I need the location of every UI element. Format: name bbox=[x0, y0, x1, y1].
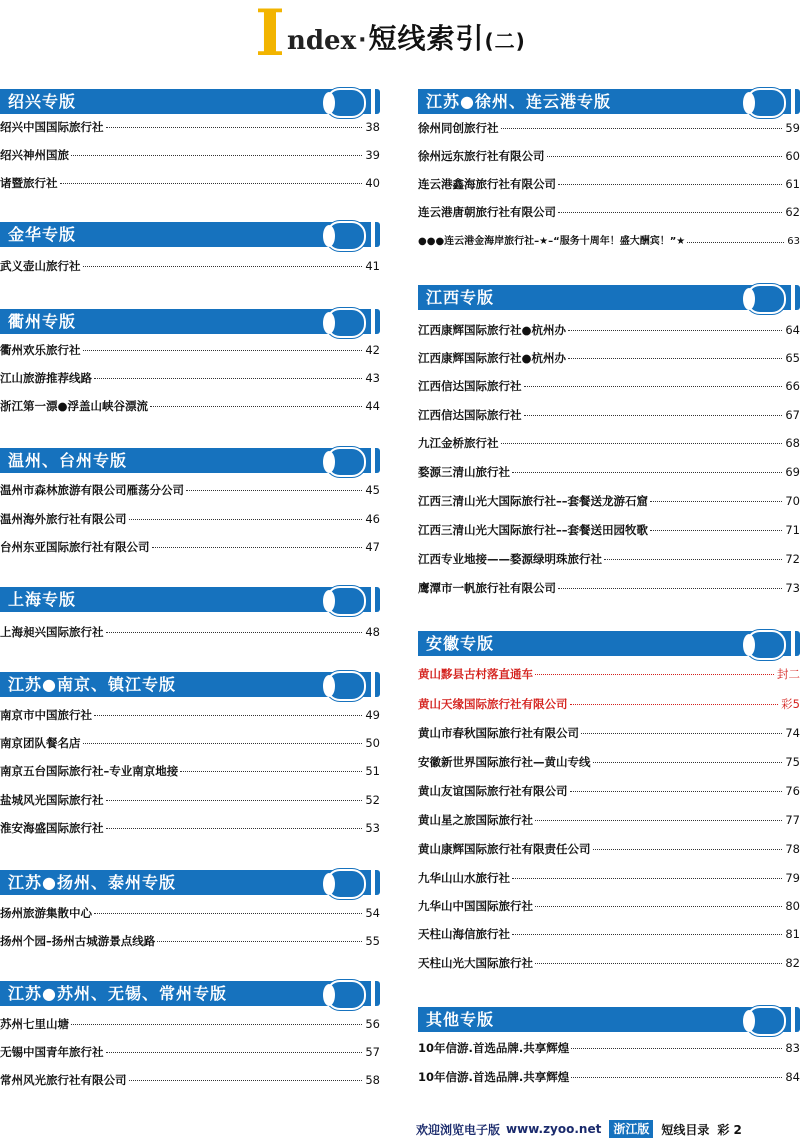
entry-name: 扬州旅游集散中心 bbox=[0, 906, 92, 920]
entry-name: 10年信游.首选品牌.共享辉煌 bbox=[418, 1041, 570, 1055]
dot-leader bbox=[512, 870, 782, 879]
index-entry[interactable] bbox=[418, 696, 800, 712]
dot-leader bbox=[524, 407, 783, 416]
entry-name: 九华山中国国际旅行社 bbox=[418, 899, 533, 913]
dot-leader bbox=[106, 624, 363, 633]
bar-gap bbox=[791, 89, 795, 114]
entry-page: 66 bbox=[785, 379, 800, 393]
index-entry[interactable] bbox=[418, 812, 800, 828]
dot-leader bbox=[547, 148, 783, 157]
circle-badge-icon bbox=[326, 88, 366, 118]
entry-page: 43 bbox=[365, 371, 380, 385]
section-title: 江西专版 bbox=[426, 288, 495, 307]
index-entry[interactable] bbox=[418, 234, 800, 250]
dot-leader bbox=[186, 482, 362, 491]
entry-name: 天柱山海信旅行社 bbox=[418, 927, 510, 941]
entry-page: 49 bbox=[365, 708, 380, 722]
entry-name: 南京市中国旅行社 bbox=[0, 708, 92, 722]
index-entry[interactable] bbox=[418, 522, 800, 538]
section-header bbox=[0, 870, 380, 895]
dot-leader bbox=[501, 435, 783, 444]
section-header bbox=[418, 89, 800, 114]
section-header bbox=[418, 631, 800, 656]
index-entry[interactable] bbox=[418, 1040, 800, 1056]
section-title: 衢州专版 bbox=[8, 312, 77, 331]
entry-name: 江西信达国际旅行社 bbox=[418, 408, 522, 422]
index-entry[interactable] bbox=[0, 707, 380, 723]
entry-name: ●●●连云港金海岸旅行社–★–“服务十周年！盛大酬宾！”★ bbox=[418, 236, 686, 247]
title-initial: I bbox=[255, 0, 285, 71]
entry-name: 10年信游.首选品牌.共享辉煌 bbox=[418, 1070, 570, 1084]
index-entry[interactable] bbox=[418, 378, 800, 394]
section-header bbox=[418, 1007, 800, 1032]
dot-leader bbox=[581, 725, 782, 734]
entry-name: 盐城风光国际旅行社 bbox=[0, 793, 104, 807]
entry-page: 44 bbox=[365, 399, 380, 413]
entry-page: 52 bbox=[365, 793, 380, 807]
entry-page: 68 bbox=[785, 436, 800, 450]
dot-leader bbox=[129, 1072, 363, 1081]
dot-leader bbox=[650, 493, 782, 502]
entry-page: 79 bbox=[785, 871, 800, 885]
index-entry[interactable] bbox=[0, 933, 380, 949]
index-title bbox=[255, 0, 526, 71]
index-entry[interactable] bbox=[418, 870, 800, 886]
entry-name: 江西三清山光大国际旅行社––套餐送龙游石窟 bbox=[418, 494, 648, 508]
entry-name: 黄山天缘国际旅行社有限公司 bbox=[418, 697, 568, 711]
entry-page: 82 bbox=[785, 956, 800, 970]
entry-name: 温州市森林旅游有限公司雁荡分公司 bbox=[0, 483, 184, 497]
entry-name: 鹰潭市一帆旅行社有限公司 bbox=[418, 581, 556, 595]
index-entry[interactable] bbox=[418, 783, 800, 799]
entry-page: 76 bbox=[785, 784, 800, 798]
bar-gap bbox=[791, 1007, 795, 1032]
section-header bbox=[0, 672, 380, 697]
entry-name: 南京团队餐名店 bbox=[0, 736, 81, 750]
dot-leader bbox=[60, 175, 363, 184]
entry-page: 彩5 bbox=[781, 697, 800, 711]
entry-name: 扬州个园–扬州古城游景点线路 bbox=[0, 934, 156, 948]
section-header bbox=[0, 89, 380, 114]
section-header bbox=[418, 285, 800, 310]
index-entry[interactable] bbox=[0, 1016, 380, 1032]
index-entry[interactable] bbox=[418, 841, 800, 857]
index-entry[interactable] bbox=[418, 176, 800, 192]
section-title: 安徽专版 bbox=[426, 634, 495, 653]
dot-leader bbox=[535, 955, 782, 964]
dot-leader bbox=[593, 841, 783, 850]
entry-name: 黄山市春秋国际旅行社有限公司 bbox=[418, 726, 579, 740]
index-entry[interactable] bbox=[418, 955, 800, 971]
dot-leader bbox=[94, 707, 362, 716]
index-entry[interactable] bbox=[418, 204, 800, 220]
dot-leader bbox=[535, 898, 782, 907]
dot-leader bbox=[570, 696, 779, 705]
entry-page: 84 bbox=[785, 1070, 800, 1084]
entry-page: 封二 bbox=[777, 667, 800, 681]
index-entry[interactable] bbox=[0, 175, 380, 191]
entry-name: 江西信达国际旅行社 bbox=[418, 379, 522, 393]
circle-badge-icon bbox=[746, 88, 786, 118]
entry-page: 48 bbox=[365, 625, 380, 639]
entry-page: 72 bbox=[785, 552, 800, 566]
entry-page: 75 bbox=[785, 755, 800, 769]
entry-page: 55 bbox=[365, 934, 380, 948]
dot-leader bbox=[106, 119, 363, 128]
circle-badge-icon bbox=[746, 1006, 786, 1036]
bar-gap bbox=[371, 448, 375, 473]
bar-gap bbox=[371, 222, 375, 247]
section-title: 绍兴专版 bbox=[8, 92, 77, 111]
dot-leader bbox=[604, 551, 782, 560]
entry-page: 70 bbox=[785, 494, 800, 508]
entry-name: 连云港唐朝旅行社有限公司 bbox=[418, 205, 556, 219]
index-entry[interactable] bbox=[418, 725, 800, 741]
entry-name: 诸暨旅行社 bbox=[0, 176, 58, 190]
entry-name: 徐州远东旅行社有限公司 bbox=[418, 149, 545, 163]
dot-leader bbox=[106, 1044, 363, 1053]
entry-name: 黄山友谊国际旅行社有限公司 bbox=[418, 784, 568, 798]
section-title: 其他专版 bbox=[426, 1010, 495, 1029]
index-entry[interactable] bbox=[418, 407, 800, 423]
index-entry[interactable] bbox=[0, 511, 380, 527]
entry-name: 九江金桥旅行社 bbox=[418, 436, 499, 450]
index-entry[interactable] bbox=[418, 350, 800, 366]
circle-badge-icon bbox=[326, 586, 366, 616]
index-entry[interactable] bbox=[0, 624, 380, 640]
dot-leader bbox=[512, 464, 782, 473]
index-entry[interactable] bbox=[0, 539, 380, 555]
index-entry[interactable] bbox=[0, 1072, 380, 1088]
entry-name: 武义壶山旅行社 bbox=[0, 259, 81, 273]
entry-name: 连云港鑫海旅行社有限公司 bbox=[418, 177, 556, 191]
dot-leader bbox=[570, 783, 783, 792]
dot-leader bbox=[94, 905, 362, 914]
index-entry[interactable] bbox=[418, 926, 800, 942]
section-title: 江苏●徐州、连云港专版 bbox=[426, 92, 611, 111]
entry-page: 54 bbox=[365, 906, 380, 920]
entry-page: 39 bbox=[365, 148, 380, 162]
circle-badge-icon bbox=[746, 284, 786, 314]
footer-section: 短线目录 bbox=[661, 1122, 710, 1137]
entry-page: 51 bbox=[365, 764, 380, 778]
section-title: 江苏●苏州、无锡、常州专版 bbox=[8, 984, 227, 1003]
dot-leader bbox=[687, 234, 784, 243]
bar-gap bbox=[791, 631, 795, 656]
entry-name: 浙江第一漂●浮盖山峡谷漂流 bbox=[0, 399, 149, 413]
title-cn: 短线索引(二) bbox=[368, 22, 526, 55]
entry-name: 台州东亚国际旅行社有限公司 bbox=[0, 540, 150, 554]
index-entry[interactable] bbox=[418, 551, 800, 567]
dot-leader bbox=[535, 666, 774, 675]
entry-page: 60 bbox=[785, 149, 800, 163]
entry-page: 50 bbox=[365, 736, 380, 750]
index-entry[interactable] bbox=[418, 493, 800, 509]
dot-leader bbox=[83, 735, 363, 744]
entry-page: 80 bbox=[785, 899, 800, 913]
index-entry[interactable] bbox=[0, 398, 380, 414]
entry-page: 61 bbox=[785, 177, 800, 191]
dot-leader bbox=[129, 511, 363, 520]
section-title: 上海专版 bbox=[8, 590, 77, 609]
entry-page: 77 bbox=[785, 813, 800, 827]
entry-page: 67 bbox=[785, 408, 800, 422]
entry-page: 41 bbox=[365, 259, 380, 273]
circle-badge-icon bbox=[326, 980, 366, 1010]
footer bbox=[416, 1119, 800, 1139]
index-entry[interactable] bbox=[418, 580, 800, 596]
index-entry[interactable] bbox=[0, 1044, 380, 1060]
index-entry[interactable] bbox=[0, 482, 380, 498]
entry-page: 73 bbox=[785, 581, 800, 595]
index-entry[interactable] bbox=[0, 763, 380, 779]
index-entry[interactable] bbox=[418, 666, 800, 682]
index-entry[interactable] bbox=[418, 754, 800, 770]
dot-leader bbox=[106, 792, 363, 801]
index-entry[interactable] bbox=[0, 735, 380, 751]
dot-leader bbox=[524, 378, 783, 387]
section-header bbox=[0, 587, 380, 612]
entry-name: 无锡中国青年旅行社 bbox=[0, 1045, 104, 1059]
dot-leader bbox=[501, 120, 783, 129]
index-entry[interactable] bbox=[418, 148, 800, 164]
dot-leader bbox=[571, 1069, 782, 1078]
entry-page: 57 bbox=[365, 1045, 380, 1059]
entry-name: 江西康辉国际旅行社●杭州办 bbox=[418, 323, 567, 337]
entry-name: 江西三清山光大国际旅行社––套餐送田园牧歌 bbox=[418, 523, 648, 537]
entry-name: 九华山山水旅行社 bbox=[418, 871, 510, 885]
bar-gap bbox=[371, 587, 375, 612]
section-header bbox=[0, 448, 380, 473]
entry-page: 58 bbox=[365, 1073, 380, 1087]
index-entry[interactable] bbox=[0, 119, 380, 135]
entry-page: 53 bbox=[365, 821, 380, 835]
entry-name: 绍兴中国国际旅行社 bbox=[0, 120, 104, 134]
section-title: 温州、台州专版 bbox=[8, 451, 128, 470]
section-title: 金华专版 bbox=[8, 225, 77, 244]
dot-leader bbox=[593, 754, 783, 763]
entry-page: 74 bbox=[785, 726, 800, 740]
dot-leader bbox=[83, 342, 363, 351]
circle-badge-icon bbox=[326, 447, 366, 477]
dot-leader bbox=[571, 1040, 782, 1049]
dot-leader bbox=[71, 1016, 362, 1025]
entry-name: 徐州同创旅行社 bbox=[418, 121, 499, 135]
title-rest: ndex bbox=[286, 26, 357, 56]
entry-page: 59 bbox=[785, 121, 800, 135]
circle-badge-icon bbox=[326, 221, 366, 251]
entry-page: 47 bbox=[365, 540, 380, 554]
entry-name: 江山旅游推荐线路 bbox=[0, 371, 92, 385]
entry-page: 38 bbox=[365, 120, 380, 134]
entry-page: 71 bbox=[785, 523, 800, 537]
entry-name: 黄山黟县古村落直通车 bbox=[418, 667, 533, 681]
entry-page: 65 bbox=[785, 351, 800, 365]
entry-name: 黄山星之旅国际旅行社 bbox=[418, 813, 533, 827]
entry-name: 安徽新世界国际旅行社—黄山专线 bbox=[418, 755, 591, 769]
entry-page: 83 bbox=[785, 1041, 800, 1055]
entry-name: 婺源三清山旅行社 bbox=[418, 465, 510, 479]
dot-leader bbox=[106, 820, 363, 829]
entry-page: 56 bbox=[365, 1017, 380, 1031]
index-entry[interactable] bbox=[418, 464, 800, 480]
dot-leader bbox=[150, 398, 362, 407]
dot-leader bbox=[180, 763, 362, 772]
circle-badge-icon bbox=[746, 630, 786, 660]
bar-gap bbox=[371, 309, 375, 334]
entry-page: 63 bbox=[787, 236, 800, 247]
bar-gap bbox=[371, 89, 375, 114]
entry-name: 黄山康辉国际旅行社有限责任公司 bbox=[418, 842, 591, 856]
index-entry[interactable] bbox=[418, 120, 800, 136]
section-title: 江苏●扬州、泰州专版 bbox=[8, 873, 176, 892]
entry-name: 上海昶兴国际旅行社 bbox=[0, 625, 104, 639]
bar-gap bbox=[371, 981, 375, 1006]
circle-badge-icon bbox=[326, 671, 366, 701]
dot-leader bbox=[558, 580, 782, 589]
bar-gap bbox=[791, 285, 795, 310]
entry-name: 常州风光旅行社有限公司 bbox=[0, 1073, 127, 1087]
index-entry[interactable] bbox=[0, 147, 380, 163]
entry-name: 苏州七里山塘 bbox=[0, 1017, 69, 1031]
index-entry[interactable] bbox=[0, 370, 380, 386]
index-entry[interactable] bbox=[418, 322, 800, 338]
dot-leader bbox=[71, 147, 362, 156]
entry-page: 81 bbox=[785, 927, 800, 941]
index-entry[interactable] bbox=[418, 898, 800, 914]
entry-page: 45 bbox=[365, 483, 380, 497]
entry-page: 69 bbox=[785, 465, 800, 479]
index-entry[interactable] bbox=[418, 435, 800, 451]
index-entry[interactable] bbox=[0, 820, 380, 836]
dot-leader bbox=[558, 176, 782, 185]
dot-leader bbox=[568, 350, 782, 359]
circle-badge-icon bbox=[326, 869, 366, 899]
index-entry[interactable] bbox=[0, 905, 380, 921]
entry-name: 江西专业地接——婺源绿明珠旅行社 bbox=[418, 552, 602, 566]
entry-name: 淮安海盛国际旅行社 bbox=[0, 821, 104, 835]
dot-leader bbox=[152, 539, 363, 548]
dot-leader bbox=[558, 204, 782, 213]
entry-name: 天柱山光大国际旅行社 bbox=[418, 956, 533, 970]
dot-leader bbox=[94, 370, 362, 379]
entry-page: 62 bbox=[785, 205, 800, 219]
entry-page: 46 bbox=[365, 512, 380, 526]
title-dot: · bbox=[358, 28, 367, 53]
entry-page: 64 bbox=[785, 323, 800, 337]
index-entry[interactable] bbox=[418, 1069, 800, 1085]
dot-leader bbox=[83, 258, 363, 267]
entry-name: 衢州欢乐旅行社 bbox=[0, 343, 81, 357]
footer-page-number: 彩 2 bbox=[717, 1122, 742, 1137]
bar-gap bbox=[371, 870, 375, 895]
section-title: 江苏●南京、镇江专版 bbox=[8, 675, 176, 694]
footer-welcome: 欢迎浏览电子版 bbox=[416, 1122, 501, 1137]
dot-leader bbox=[535, 812, 782, 821]
circle-badge-icon bbox=[326, 308, 366, 338]
bar-gap bbox=[371, 672, 375, 697]
entry-name: 绍兴神州国旅 bbox=[0, 148, 69, 162]
footer-site-link[interactable]: www.zyoo.net bbox=[506, 1122, 602, 1136]
dot-leader bbox=[512, 926, 782, 935]
entry-name: 江西康辉国际旅行社●杭州办 bbox=[418, 351, 567, 365]
dot-leader bbox=[157, 933, 362, 942]
index-entry[interactable] bbox=[0, 258, 380, 274]
section-header bbox=[0, 981, 380, 1006]
footer-edition-badge: 浙江版 bbox=[609, 1120, 653, 1138]
dot-leader bbox=[650, 522, 782, 531]
entry-name: 南京五台国际旅行社–专业南京地接 bbox=[0, 764, 179, 778]
entry-page: 40 bbox=[365, 176, 380, 190]
section-header bbox=[0, 222, 380, 247]
entry-name: 温州海外旅行社有限公司 bbox=[0, 512, 127, 526]
entry-page: 78 bbox=[785, 842, 800, 856]
entry-page: 42 bbox=[365, 343, 380, 357]
index-entry[interactable] bbox=[0, 792, 380, 808]
index-entry[interactable] bbox=[0, 342, 380, 358]
section-header bbox=[0, 309, 380, 334]
dot-leader bbox=[568, 322, 782, 331]
